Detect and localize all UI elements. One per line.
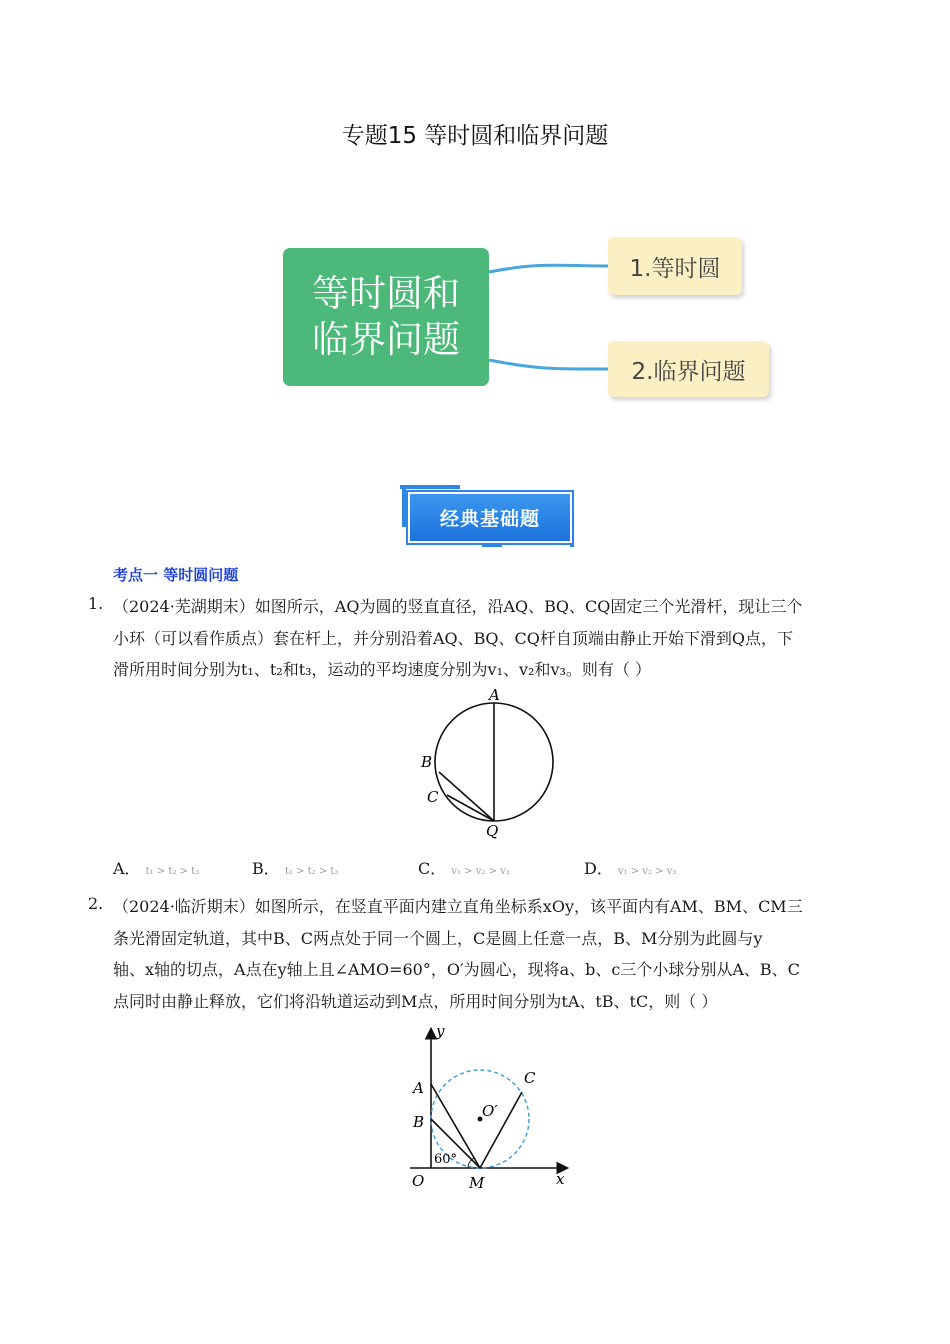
q2-axis-y: y	[436, 1022, 445, 1040]
q1-option-c-formula: v₁ > v₂ > v₃	[451, 866, 510, 877]
section-banner	[400, 483, 580, 553]
central-line-1: 等时圆和	[312, 272, 460, 315]
q1-line-3: 滑所用时间分别为t₁、t₂和t₃，运动的平均速度分别为v₁、v₂和v₃。则有（ ）	[113, 660, 651, 679]
q1-label-B: B	[421, 753, 433, 771]
q2-axis-x: x	[556, 1170, 565, 1188]
section-heading: 考点一 等时圆问题	[113, 566, 239, 584]
q2-label-O: O	[412, 1172, 425, 1190]
q2-label-B: B	[413, 1113, 425, 1131]
q1-option-a-formula: t₁ > t₂ > t₃	[145, 866, 200, 877]
q1-option-a-label: A．	[113, 859, 141, 878]
q2-label-M: M	[469, 1174, 485, 1192]
q1-line-1: （2024·芜湖期末）如图所示，AQ为圆的竖直直径，沿AQ、BQ、CQ固定三个光滑杆，现让三个	[113, 597, 803, 616]
mind-map	[0, 0, 950, 420]
mind-map-branch-1: 1.等时圆	[608, 237, 742, 295]
q1-option-b-formula: t₁ > t₂ > t₃	[284, 866, 339, 877]
q1-option-c-label: C．	[418, 859, 447, 878]
q1-option-d-label: D．	[584, 859, 613, 878]
q2-figure	[400, 1020, 580, 1195]
q1-option-a[interactable]	[113, 856, 199, 879]
q1-figure	[410, 683, 570, 843]
banner-label: 经典基础题	[408, 492, 572, 543]
q1-option-b[interactable]	[252, 856, 338, 879]
banner-deco-top	[400, 485, 460, 489]
q2-line-4: 点同时由静止释放，它们将沿轨道运动到M点，所用时间分别为tA、tB、tC，则（ ）	[113, 992, 718, 1011]
q1-number: 1.	[88, 594, 104, 613]
q2-label-Oprime: O′	[482, 1102, 498, 1120]
q2-line-2: 条光滑固定轨道，其中B、C两点处于同一个圆上，C是圆上任意一点，B、M分别为此圆与y	[113, 929, 763, 948]
q1-option-d-formula: v₁ > v₂ > v₃	[617, 866, 677, 877]
q2-number: 2.	[88, 894, 104, 913]
q2-line-1: （2024·临沂期末）如图所示，在竖直平面内建立直角坐标系xOy，该平面内有AM、BM、CM三	[113, 897, 803, 916]
q1-label-C: C	[427, 788, 439, 806]
q2-label-C: C	[524, 1069, 536, 1087]
banner-deco-left	[402, 487, 406, 527]
q2-angle-label: 60°	[434, 1152, 458, 1167]
banner-deco-bottom	[482, 543, 502, 547]
mind-map-branch-2: 2.临界问题	[608, 341, 769, 397]
q1-label-A: A	[489, 686, 500, 704]
q1-label-Q: Q	[486, 822, 499, 840]
q1-option-b-label: B．	[252, 859, 280, 878]
page-title: 专题15 等时圆和临界问题	[341, 123, 609, 149]
q1-option-d[interactable]	[584, 856, 676, 879]
q1-line-2: 小环（可以看作质点）套在杆上，并分别沿着AQ、BQ、CQ杆自顶端由静止开始下滑到Q点，下	[113, 629, 794, 648]
mind-map-central-node	[283, 248, 489, 386]
central-line-2: 临界问题	[312, 318, 460, 361]
q2-label-A: A	[413, 1079, 424, 1097]
q2-line-3: 轴、x轴的切点，A点在y轴上且∠AMO=60°，O′为圆心，现将a、b、c三个小球分别从A、B、C	[113, 960, 800, 979]
q1-option-c[interactable]	[418, 856, 510, 879]
